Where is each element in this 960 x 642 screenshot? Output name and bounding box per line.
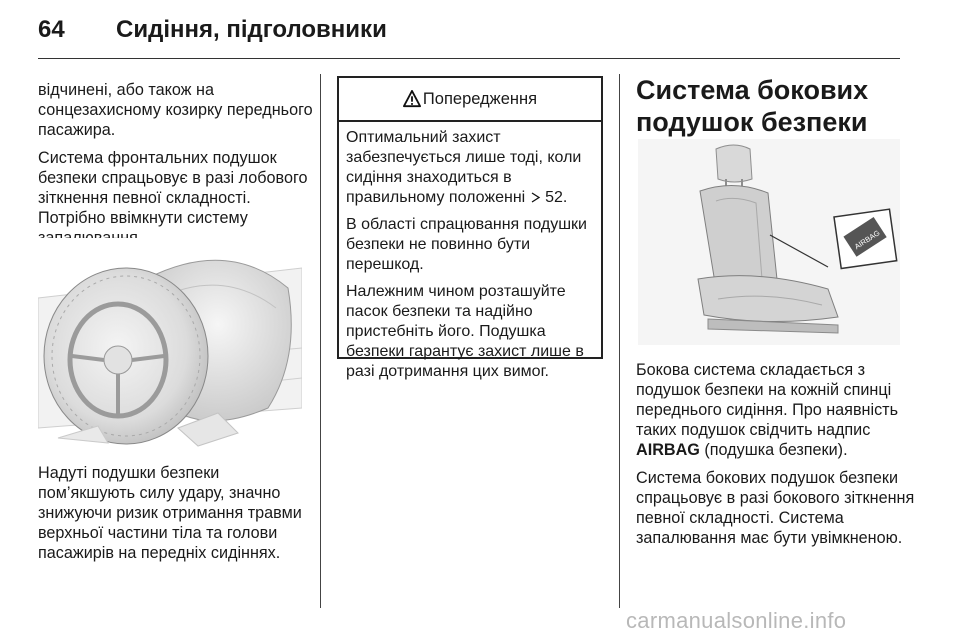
warning-paragraph: Належним чином розташуйте пасок безпеки та надійно пристебніть його. Подушка безпеки гарантує захист лише в разі дотримання цих вимог.: [346, 283, 584, 380]
section-title: Система бокових подушок безпеки: [636, 75, 869, 137]
column-divider: [320, 74, 321, 608]
page-reference[interactable]: 52.: [545, 189, 568, 206]
front-airbag-drawing: [38, 238, 302, 448]
airbag-label: AIRBAG: [852, 228, 882, 252]
warning-paragraph: В області спрацювання подушки безпеки не повинно бути перешкод.: [346, 216, 587, 273]
text-span: Бокова система складається з подушок безпеки на кожній спинці переднього сидіння. Про наявність таких подушок свідчить надпис: [636, 361, 899, 439]
side-airbag-drawing: [638, 139, 900, 345]
warning-box: [337, 76, 603, 380]
page-number: 64: [38, 16, 65, 43]
page-header: [38, 10, 918, 50]
paragraph: Надуті подушки безпеки пом’якшують силу удару, значно знижуючи ризик отримання травми верхньої частини тіла та голови пасажирів на передніх сидіннях.: [38, 464, 302, 562]
arrow-reference-icon: [530, 192, 541, 203]
paragraph: відчинені, або також на сонцезахисному козирку переднього пасажира.: [38, 81, 313, 139]
warning-body: [339, 122, 601, 382]
running-title: Сидіння, підголовники: [116, 16, 387, 43]
warning-text: Оптимальний захист забезпечується лише тоді, коли сидіння знаходиться в правильному положенні: [346, 129, 582, 206]
text-span: (подушка безпеки).: [704, 441, 848, 459]
side-airbag-illustration: [638, 139, 900, 345]
warning-title: Попередження: [422, 89, 538, 108]
column-left: [38, 80, 314, 256]
warning-header: [339, 78, 601, 122]
paragraph: [636, 360, 918, 460]
airbag-term: AIRBAG: [636, 441, 700, 459]
warning-paragraph: [346, 128, 595, 208]
column-divider: [619, 74, 620, 608]
paragraph: Система фронтальних подушок безпеки спрацьовує в разі лобового зіткнення певної складності. Потрібно ввімкнути систему: [38, 149, 308, 227]
watermark: carmanualsonline.info: [626, 608, 847, 633]
front-airbag-illustration: [38, 238, 302, 448]
paragraph: Система бокових подушок безпеки спрацьовує в разі бокового зіткнення певної складності. Система запалювання має бути увімкненою.: [636, 469, 915, 547]
header-rule: [38, 58, 900, 59]
column-right: [636, 360, 918, 556]
warning-triangle-icon: [403, 90, 421, 108]
